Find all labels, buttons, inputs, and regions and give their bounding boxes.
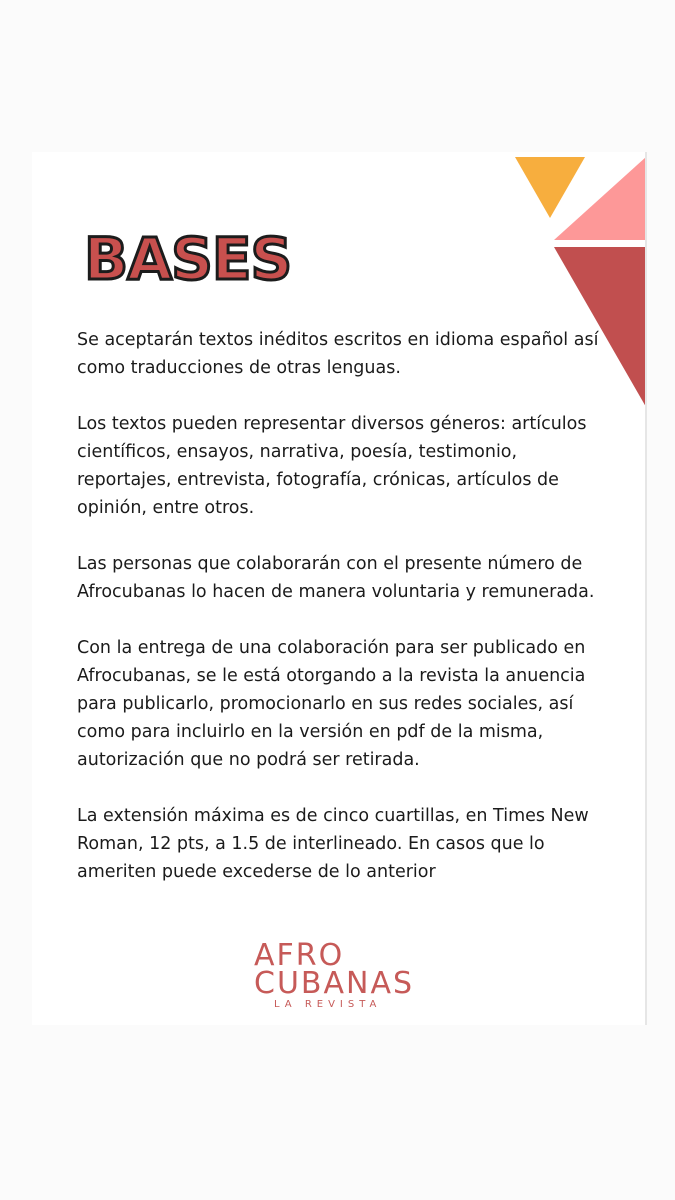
paragraph-collaborators: Las personas que colaborarán con el presente número de Afrocubanas lo hacen de manera voluntaria y remunerada. [77, 554, 595, 602]
document-card [32, 152, 647, 1025]
paragraph-original-texts: Se aceptarán textos inéditos escritos en idioma español así como traducciones de otras lenguas. [77, 330, 599, 378]
logo-line-cubanas: CUBANAS [254, 966, 415, 1001]
page-title: BASES [84, 225, 292, 293]
paragraph-genres: Los textos pueden representar diversos géneros: artículos científicos, ensayos, narrativa, poesía, testimonio, reportajes, entrevista, fotografía, crónicas, artículos de opinión, entre otros. [77, 414, 587, 518]
logo-subtitle: LA REVISTA [274, 999, 382, 1010]
logo-line-afro: AFRO [254, 938, 345, 973]
paragraph-authorization: Con la entrega de una colaboración para ser publicado en Afrocubanas, se le está otorgando a la revista la anuencia para publicarlo, promocionarlo en sus redes sociales, así como para incluirlo en la versión en pdf de la misma, autorización que no podrá ser retirada. [77, 638, 586, 770]
body-text [77, 326, 617, 914]
afrocubanas-logo [254, 938, 434, 1012]
orange-triangle [515, 157, 585, 218]
paragraph-extension: La extensión máxima es de cinco cuartillas, en Times New Roman, 12 pts, a 1.5 de interlineado. En casos que lo ameriten puede excederse de lo anterior [77, 806, 589, 882]
